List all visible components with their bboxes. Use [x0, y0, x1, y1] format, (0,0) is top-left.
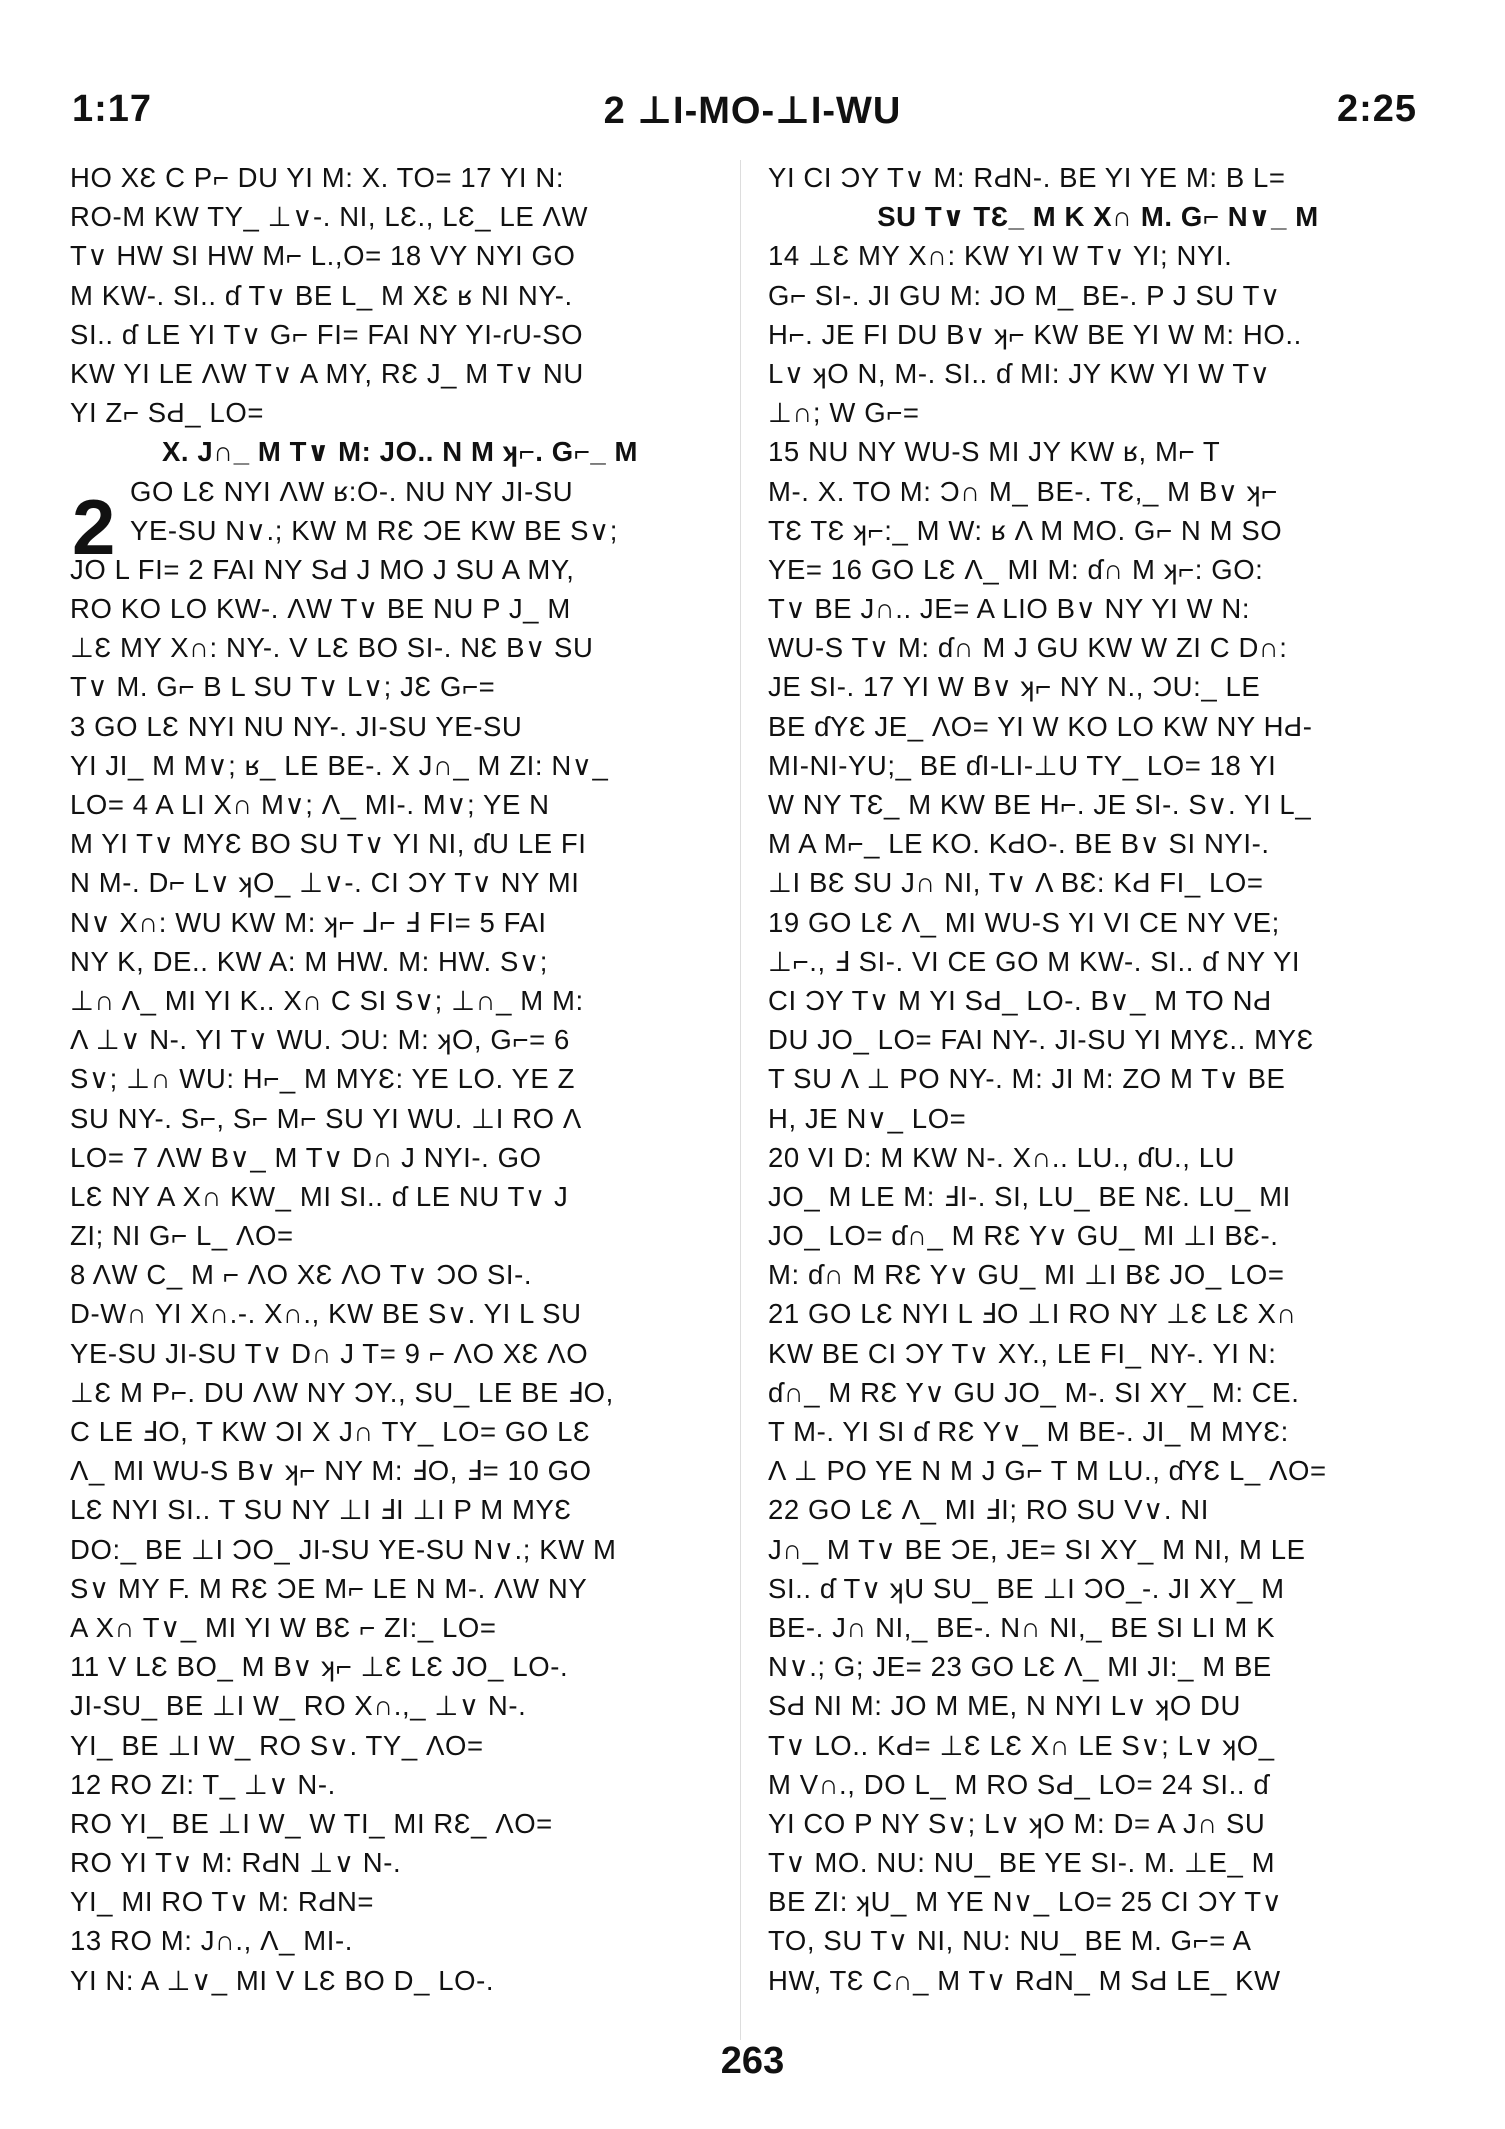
text-line: JO L FI= 2 FAI NY SԀ J MO J SU A MY,	[70, 553, 575, 585]
header-right-reference: 2:25	[1336, 88, 1417, 130]
text-line: 12 RO ZI: T_ ⊥∨ N-.	[70, 1768, 336, 1800]
text-line: JO_ LO= ɗ∩_ M RƐ Y∨ GU_ MI ⊥I BƐ-.	[768, 1220, 1279, 1252]
header-left-reference: 1:17	[72, 88, 153, 130]
text-line: SԀ NI M: JO M ME, N NYI L∨ ʞO DU	[768, 1690, 1241, 1722]
text-line: LƐ NYI SI.. T SU NY ⊥I ℲI ⊥I P M MYƐ	[70, 1494, 572, 1526]
text-line: 21 GO LƐ NYI L ℲO ⊥I RO NY ⊥Ɛ LƐ X∩	[768, 1298, 1297, 1330]
text-line: TO, SU T∨ NI, NU: NU_ BE M. G⌐= A	[768, 1925, 1252, 1957]
text-line: SU T∨ TƐ_ M K X∩ M. G⌐ N∨_ M	[877, 201, 1319, 233]
text-line: YI N: A ⊥∨_ MI V LƐ BO D_ LO-.	[70, 1964, 495, 1996]
text-line: T∨ M. G⌐ B L SU T∨ L∨; JƐ G⌐=	[70, 671, 496, 703]
text-line: S∨; ⊥∩ WU: H⌐_ M MYƐ: YE LO. YE Z	[70, 1063, 575, 1095]
text-line: ɗ∩_ M RƐ Y∨ GU JO_ M-. SI XY_ M: CE.	[768, 1376, 1300, 1408]
text-line: TƐ TƐ ʞ⌐:_ M W: ʁ Λ M MO. G⌐ N M SO	[768, 514, 1283, 546]
text-line: ⊥∩ Λ_ MI YI K.. X∩ C SI S∨; ⊥∩_ M M:	[70, 984, 584, 1016]
book-title-header: 2 ⊥I-MO-⊥I-WU	[603, 90, 902, 132]
text-line: YI_ BE ⊥I W_ RO S∨. TY_ ΛO=	[70, 1729, 484, 1761]
text-line: ⊥∩; W G⌐=	[768, 397, 920, 429]
text-line: HW, TƐ C∩_ M T∨ RԀN_ M SԀ LE_ KW	[768, 1964, 1281, 1996]
text-line: NY K, DE.. KW A: M HW. M: HW. S∨;	[70, 945, 548, 977]
text-line: RO YI T∨ M: RԀN ⊥∨ N-.	[70, 1847, 402, 1879]
text-line: YE-SU JI-SU T∨ D∩ J T= 9 ⌐ ΛO XƐ ΛO	[70, 1337, 589, 1369]
text-line: YI Z⌐ SԀ_ LO=	[70, 397, 264, 429]
text-line: LO= 7 ΛW B∨_ M T∨ D∩ J NYI-. GO	[70, 1141, 542, 1173]
text-line: KW YI LE ΛW T∨ A MY, RƐ J_ M T∨ NU	[70, 357, 584, 389]
text-line: 11 V LƐ BO_ M B∨ ʞ⌐ ⊥Ɛ LƐ JO_ LO-.	[70, 1651, 569, 1683]
page-number: 263	[720, 2040, 785, 2082]
text-line: T∨ MO. NU: NU_ BE YE SI-. M. ⊥E_ M	[768, 1847, 1276, 1879]
text-line: W NY TƐ_ M KW BE H⌐. JE SI-. S∨. YI L_	[768, 789, 1312, 820]
text-line: RO YI_ BE ⊥I W_ W TI_ MI RƐ_ ΛO=	[70, 1807, 553, 1839]
text-line: SI.. ɗ LE YI T∨ G⌐ FI= FAI NY YI-ɾU-SO	[70, 318, 584, 350]
text-line: M YI T∨ MYƐ BO SU T∨ YI NI, ɗU LE FI	[70, 828, 587, 860]
text-line: D-W∩ YI X∩.-. X∩., KW BE S∨. YI L SU	[70, 1298, 582, 1330]
left-text-column	[70, 158, 730, 2000]
text-line: LO= 4 A LI X∩ M∨; Λ_ MI-. M∨; YE N	[70, 789, 550, 820]
text-line: SU NY-. S⌐, S⌐ M⌐ SU YI WU. ⊥I RO Λ	[70, 1102, 582, 1134]
text-line: 8 ΛW C_ M ⌐ ΛO XƐ ΛO T∨ ƆO SI-.	[70, 1259, 533, 1291]
text-line: YI CI ƆY T∨ M: RԀN-. BE YI YE M: B L=	[768, 162, 1286, 193]
text-line: S∨ MY F. M RƐ ƆE M⌐ LE N M-. ΛW NY	[70, 1572, 588, 1604]
text-line: BE ZI: ʞU_ M YE N∨_ LO= 25 CI ƆY T∨	[768, 1886, 1283, 1918]
text-line: BE-. J∩ NI,_ BE-. N∩ NI,_ BE SI LI M K	[768, 1611, 1276, 1643]
text-line: H⌐. JE FI DU B∨ ʞ⌐ KW BE YI W M: HO..	[768, 318, 1302, 350]
text-line: J∩_ M T∨ BE ƆE, JE= SI XY_ M NI, M LE	[768, 1533, 1306, 1565]
text-line: MI-NI-YU;_ BE ɗI-LI-⊥U TY_ LO= 18 YI	[768, 749, 1277, 781]
text-line: X. J∩_ M T∨ M: JO.. N M ʞ⌐. G⌐_ M	[161, 436, 639, 468]
text-line: N∨ X∩: WU KW M: ʞ⌐ ⅃⌐ Ⅎ FI= 5 FAI	[70, 906, 547, 938]
text-line: 3 GO LƐ NYI NU NY-. JI-SU YE-SU	[70, 710, 523, 742]
text-line: M: ɗ∩ M RƐ Y∨ GU_ MI ⊥I BƐ JO_ LO=	[768, 1259, 1285, 1291]
text-line: KW BE CI ƆY T∨ XY., LE FI_ NY-. YI N:	[768, 1337, 1277, 1369]
text-line: M A M⌐_ LE KO. KԀO-. BE B∨ SI NYI-.	[768, 828, 1270, 860]
text-line: 15 NU NY WU-S MI JY KW ʁ, M⌐ T	[768, 436, 1221, 468]
text-line: LƐ NY A X∩ KW_ MI SI.. ɗ LE NU T∨ J	[70, 1180, 569, 1212]
text-line: ⊥Ɛ M P⌐. DU ΛW NY ƆY., SU_ LE BE ℲO,	[70, 1376, 614, 1408]
text-line: H, JE N∨_ LO=	[768, 1102, 967, 1134]
text-line: T M-. YI SI ɗ RƐ Y∨_ M BE-. JI_ M MYƐ:	[768, 1416, 1289, 1447]
text-line: Λ ⊥∨ N-. YI T∨ WU. ƆU: M: ʞO, G⌐= 6	[70, 1024, 570, 1056]
text-line: ⊥I BƐ SU J∩ NI, T∨ Λ BƐ: KԀ FI_ LO=	[768, 867, 1264, 899]
text-line: T∨ BE J∩.. JE= A LIO B∨ NY YI W N:	[768, 593, 1251, 625]
text-line: Λ_ MI WU-S B∨ ʞ⌐ NY M: ℲO, Ⅎ= 10 GO	[70, 1455, 592, 1487]
text-line: DO:_ BE ⊥I ƆO_ JI-SU YE-SU N∨.; KW M	[70, 1533, 617, 1565]
text-line: N∨.; G; JE= 23 GO LƐ Λ_ MI JI:_ M BE	[768, 1651, 1272, 1683]
text-line: 20 VI D: M KW N-. X∩.. LU., ɗU., LU	[768, 1141, 1236, 1173]
text-line: JI-SU_ BE ⊥I W_ RO X∩.,_ ⊥∨ N-.	[70, 1690, 527, 1722]
text-line: YI_ MI RO T∨ M: RԀN=	[70, 1886, 375, 1918]
text-line: ZI; NI G⌐ L_ ΛO=	[70, 1220, 294, 1252]
text-line: M-. X. TO M: Ɔ∩ M_ BE-. TƐ,_ M B∨ ʞ⌐	[768, 475, 1278, 507]
text-line: T SU Λ ⊥ PO NY-. M: JI M: ZO M T∨ BE	[768, 1063, 1286, 1095]
text-line: SI.. ɗ T∨ ʞU SU_ BE ⊥I ƆO_-. JI XY_ M	[768, 1572, 1285, 1604]
text-line: HO XƐ C P⌐ DU YI M: X. TO= 17 YI N:	[70, 162, 565, 193]
text-line: RO-M KW TY_ ⊥∨-. NI, LƐ., LƐ_ LE ΛW	[70, 201, 589, 233]
column-divider	[740, 160, 741, 2040]
text-line: C LE ℲO, T KW ƆI X J∩ TY_ LO= GO LƐ	[70, 1416, 591, 1447]
text-line: GO LƐ NYI ΛW ʁ:O-. NU NY JI-SU	[130, 475, 574, 507]
text-line: N M-. D⌐ L∨ ʞO_ ⊥∨-. CI ƆY T∨ NY MI	[70, 867, 580, 899]
text-line: 13 RO M: J∩., Λ_ MI-.	[70, 1925, 353, 1957]
text-line: 19 GO LƐ Λ_ MI WU-S YI VI CE NY VE;	[768, 906, 1280, 938]
right-text-column	[768, 158, 1428, 2000]
text-line: Λ ⊥ PO YE N M J G⌐ T M LU., ɗYƐ L_ ΛO=	[768, 1455, 1327, 1487]
text-line: 22 GO LƐ Λ_ MI ℲI; RO SU V∨. NI	[768, 1494, 1210, 1526]
text-line: YI JI_ M M∨; ʁ_ LE BE-. X J∩_ M ZI: N∨_	[70, 749, 609, 781]
text-line: ⊥⌐., Ⅎ SI-. VI CE GO M KW-. SI.. ɗ NY YI	[768, 945, 1301, 977]
text-line: M KW-. SI.. ɗ T∨ BE L_ M XƐ ʁ NI NY-.	[70, 279, 573, 311]
text-line: JE SI-. 17 YI W B∨ ʞ⌐ NY N., ƆU:_ LE	[768, 671, 1261, 703]
text-line: JO_ M LE M: ℲI-. SI, LU_ BE NƐ. LU_ MI	[768, 1180, 1291, 1212]
text-line: RO KO LO KW-. ΛW T∨ BE NU P J_ M	[70, 593, 571, 625]
text-line: G⌐ SI-. JI GU M: JO M_ BE-. P J SU T∨	[768, 279, 1281, 311]
text-line: BE ɗYƐ JE_ ΛO= YI W KO LO KW NY HԀ-	[768, 710, 1313, 742]
text-line: WU-S T∨ M: ɗ∩ M J GU KW W ZI C D∩:	[768, 632, 1288, 664]
text-line: YE-SU N∨.; KW M RƐ ƆE KW BE S∨;	[130, 514, 619, 546]
text-line: YI CO P NY S∨; L∨ ʞO M: D= A J∩ SU	[768, 1807, 1266, 1839]
text-line: T∨ LO.. KԀ= ⊥Ɛ LƐ X∩ LE S∨; L∨ ʞO_	[768, 1729, 1275, 1761]
text-line: ⊥Ɛ MY X∩: NY-. V LƐ BO SI-. NƐ B∨ SU	[70, 632, 594, 664]
text-line: M V∩., DO L_ M RO SԀ_ LO= 24 SI.. ɗ	[768, 1768, 1270, 1800]
text-line: L∨ ʞO N, M-. SI.. ɗ MI: JY KW YI W T∨	[768, 357, 1271, 389]
text-line: CI ƆY T∨ M YI SԀ_ LO-. B∨_ M TO NԀ	[768, 984, 1272, 1016]
text-line: A X∩ T∨_ MI YI W BƐ ⌐ ZI:_ LO=	[70, 1611, 497, 1643]
text-line: YE= 16 GO LƐ Λ_ MI M: ɗ∩ M ʞ⌐: GO:	[768, 553, 1264, 585]
text-line: T∨ HW SI HW M⌐ L.,O= 18 VY NYI GO	[70, 240, 576, 272]
text-line: DU JO_ LO= FAI NY-. JI-SU YI MYƐ.. MYƐ	[768, 1024, 1314, 1056]
chapter-drop-cap: 2	[72, 483, 116, 571]
text-line: 14 ⊥Ɛ MY X∩: KW YI W T∨ YI; NYI.	[768, 240, 1233, 272]
